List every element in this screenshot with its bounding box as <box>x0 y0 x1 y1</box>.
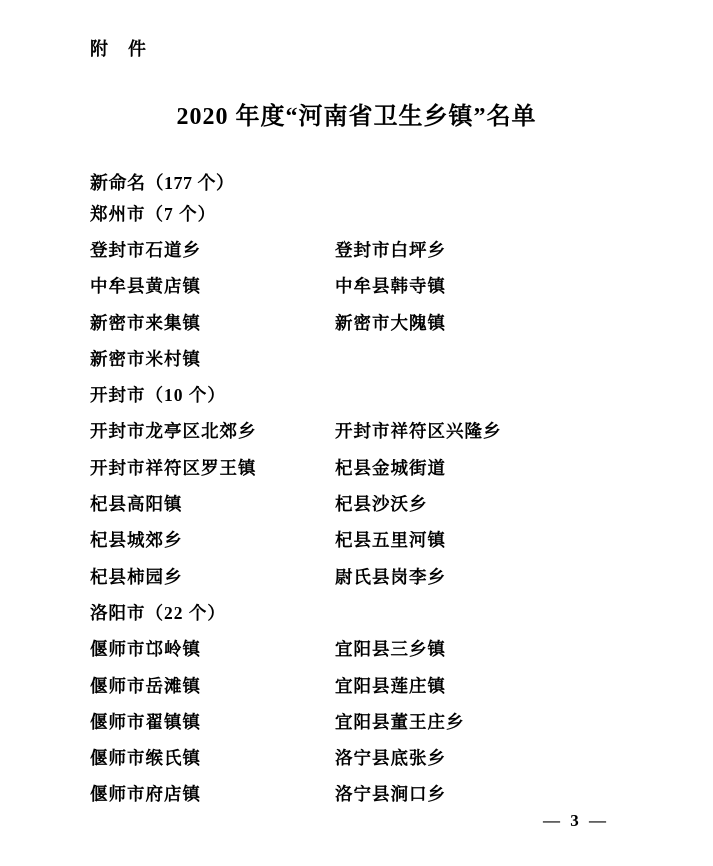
township-list <box>90 195 650 812</box>
township-name: 洛宁县涧口乡 <box>335 784 446 805</box>
township-name: 洛宁县底张乡 <box>335 748 446 769</box>
township-name: 杞县沙沃乡 <box>335 494 428 515</box>
list-row <box>90 449 650 485</box>
township-name: 中牟县黄店镇 <box>90 276 201 297</box>
list-row <box>90 776 650 812</box>
township-name: 偃师市翟镇镇 <box>90 711 201 732</box>
township-name: 偃师市岳滩镇 <box>90 675 201 696</box>
township-name: 宜阳县莲庄镇 <box>335 675 446 696</box>
section-heading: 新命名（177 个） <box>90 173 235 193</box>
attachment-label: 附 件 <box>90 39 147 59</box>
list-row <box>90 340 650 376</box>
township-name: 杞县城郊乡 <box>90 530 183 551</box>
township-name: 开封市祥符区罗王镇 <box>90 457 257 478</box>
list-row <box>90 268 650 304</box>
list-row <box>90 231 650 267</box>
township-name: 偃师市府店镇 <box>90 784 201 805</box>
city-heading-row <box>90 594 650 630</box>
township-name: 新密市大隗镇 <box>335 312 446 333</box>
township-name: 登封市白坪乡 <box>335 239 446 260</box>
list-row <box>90 667 650 703</box>
township-name: 宜阳县董王庄乡 <box>335 711 465 732</box>
township-name: 杞县金城街道 <box>335 457 446 478</box>
list-row <box>90 485 650 521</box>
township-name: 杞县五里河镇 <box>335 530 446 551</box>
list-row <box>90 304 650 340</box>
city-heading: 洛阳市（22 个） <box>90 602 226 623</box>
township-name: 中牟县韩寺镇 <box>335 276 446 297</box>
township-name: 尉氏县岗李乡 <box>335 566 446 587</box>
page-title: 2020 年度“河南省卫生乡镇”名单 <box>176 104 537 130</box>
city-heading-row <box>90 376 650 412</box>
township-name: 杞县柿园乡 <box>90 566 183 587</box>
city-heading: 开封市（10 个） <box>90 385 226 406</box>
township-name: 偃师市邙岭镇 <box>90 639 201 660</box>
city-heading-row <box>90 195 650 231</box>
list-row <box>90 558 650 594</box>
page-number: — 3 — <box>543 811 609 830</box>
township-name: 新密市米村镇 <box>90 348 201 369</box>
list-row <box>90 522 650 558</box>
township-name: 登封市石道乡 <box>90 239 201 260</box>
list-row <box>90 703 650 739</box>
city-heading: 郑州市（7 个） <box>90 203 217 224</box>
list-row <box>90 739 650 775</box>
township-name: 新密市来集镇 <box>90 312 201 333</box>
township-name: 偃师市缑氏镇 <box>90 748 201 769</box>
township-name: 开封市祥符区兴隆乡 <box>335 421 502 442</box>
township-name: 杞县高阳镇 <box>90 494 183 515</box>
township-name: 开封市龙亭区北郊乡 <box>90 421 257 442</box>
township-name: 宜阳县三乡镇 <box>335 639 446 660</box>
list-row <box>90 413 650 449</box>
list-row <box>90 631 650 667</box>
